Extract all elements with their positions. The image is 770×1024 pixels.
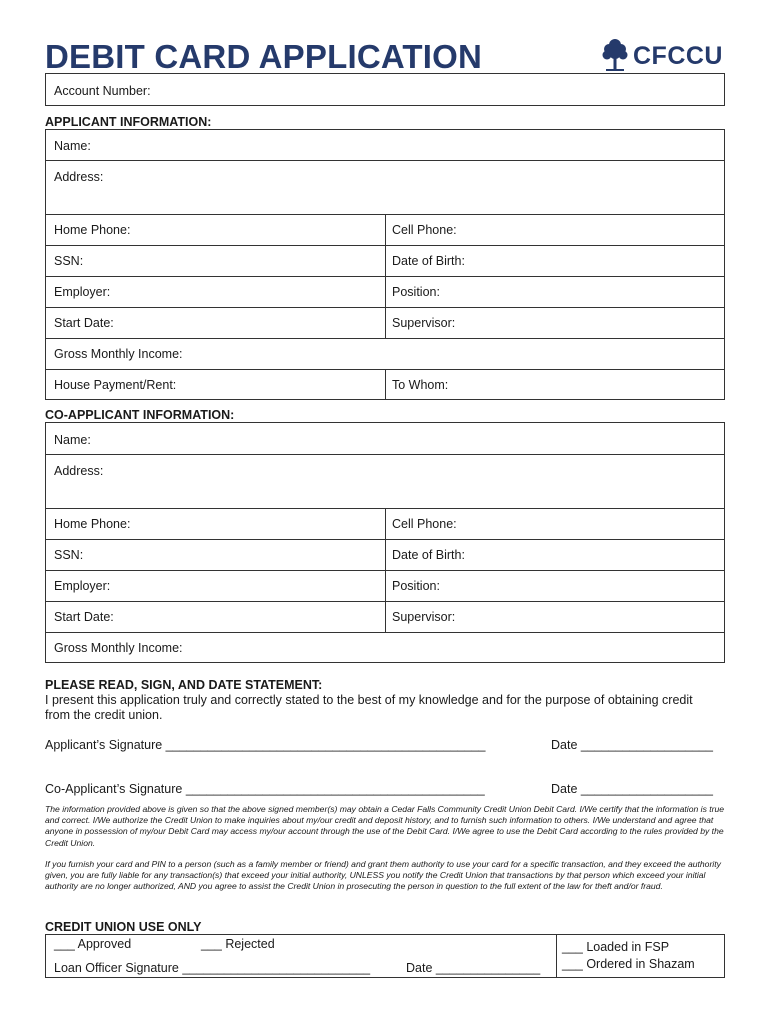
applicant-heading: APPLICANT INFORMATION: [45, 115, 212, 129]
statement-heading: PLEASE READ, SIGN, AND DATE STATEMENT: [45, 678, 323, 692]
account-number-label: Account Number: [54, 84, 151, 98]
liability-disclaimer: If you furnish your card and PIN to a person (such as a family member or friend) and grant them authority to use your card for a specific transaction, and they exceed the authority given, you are fully liable for any transaction(s) that exceed your initial authority, UNLESS you notify the Credit Union that transactions by that person which exceed your initial authority are no longer authorized, AND you agree to assist the Credit Union in prosecuting the person in question to the full extent of the law for theft and/or fraud. [45, 859, 721, 892]
coapplicant-dob-field[interactable]: Date of Birth: [392, 548, 465, 562]
cu-use-box [45, 934, 725, 978]
applicant-employer-field[interactable]: Employer: [54, 285, 111, 299]
applicant-to-whom-field[interactable]: To Whom: [392, 378, 449, 392]
applicant-table [45, 129, 725, 400]
coapplicant-heading: CO-APPLICANT INFORMATION: [45, 408, 235, 422]
coapplicant-cell-phone-field[interactable]: Cell Phone: [392, 517, 457, 531]
ordered-shazam-checkline[interactable]: ___ Ordered in Shazam [562, 957, 695, 971]
approved-checkline[interactable]: ___ Approved [54, 937, 132, 951]
account-number-field[interactable] [45, 73, 725, 106]
applicant-cell-phone-field[interactable]: Cell Phone: [392, 223, 457, 237]
coapplicant-home-phone-field[interactable]: Home Phone: [54, 517, 131, 531]
applicant-signature-line[interactable]: Applicant’s Signature ______________________________________________ [45, 738, 486, 752]
coapplicant-employer-field[interactable]: Employer: [54, 579, 111, 593]
applicant-start-date-field[interactable]: Start Date: [54, 316, 114, 330]
applicant-supervisor-field[interactable]: Supervisor: [392, 316, 456, 330]
coapplicant-date-line[interactable]: Date ___________________ [551, 782, 713, 796]
loan-officer-signature-line[interactable]: Loan Officer Signature ___________________________ [54, 961, 371, 975]
coapplicant-table [45, 422, 725, 663]
coapplicant-ssn-field[interactable]: SSN: [54, 548, 84, 562]
coapplicant-gross-income-field[interactable]: Gross Monthly Income: [54, 641, 183, 655]
coapplicant-start-date-field[interactable]: Start Date: [54, 610, 114, 624]
rejected-checkline[interactable]: ___ Rejected [201, 937, 275, 951]
applicant-ssn-field[interactable]: SSN: [54, 254, 84, 268]
statement-text-line1: I present this application truly and correctly stated to the best of my knowledge and for the purpose of obtaining credit [45, 693, 693, 707]
applicant-position-field[interactable]: Position: [392, 285, 440, 299]
cu-date-line[interactable]: Date _______________ [406, 961, 541, 975]
page-title: DEBIT CARD APPLICATION [45, 38, 483, 75]
coapplicant-supervisor-field[interactable]: Supervisor: [392, 610, 456, 624]
coapplicant-signature-line[interactable]: Co-Applicant’s Signature ___________________________________________ [45, 782, 485, 796]
applicant-house-payment-field[interactable]: House Payment/Rent: [54, 378, 177, 392]
authorization-disclaimer: The information provided above is given so that the above signed member(s) may obtain a Cedar Falls Community Credit Union Debit Card. I/We certify that the information is true and correct. I/We authorize the Credit Union to make inquiries about my/our credit and deposit history, and to furnish such information to others. I/We understand and agree that anyone in possession of my/our Debit Card may access my/our account through the use of the Debit Card. I/We agree to use the Debit Card according to the rules provided by the Credit Union. [45, 804, 725, 848]
loaded-fsp-checkline[interactable]: ___ Loaded in FSP [562, 940, 670, 954]
coapplicant-position-field[interactable]: Position: [392, 579, 440, 593]
logo [600, 36, 723, 76]
coapplicant-address-field[interactable]: Address: [54, 464, 104, 478]
logo-text: CFCCU [633, 41, 723, 70]
applicant-name-field[interactable]: Name: [54, 139, 91, 153]
applicant-dob-field[interactable]: Date of Birth: [392, 254, 465, 268]
applicant-date-line[interactable]: Date ___________________ [551, 738, 713, 752]
coapplicant-name-field[interactable]: Name: [54, 433, 91, 447]
cu-use-heading: CREDIT UNION USE ONLY [45, 920, 202, 934]
applicant-address-field[interactable]: Address: [54, 170, 104, 184]
applicant-home-phone-field[interactable]: Home Phone: [54, 223, 131, 237]
statement-text-line2: from the credit union. [45, 708, 163, 722]
tree-icon [600, 36, 630, 77]
applicant-gross-income-field[interactable]: Gross Monthly Income: [54, 347, 183, 361]
